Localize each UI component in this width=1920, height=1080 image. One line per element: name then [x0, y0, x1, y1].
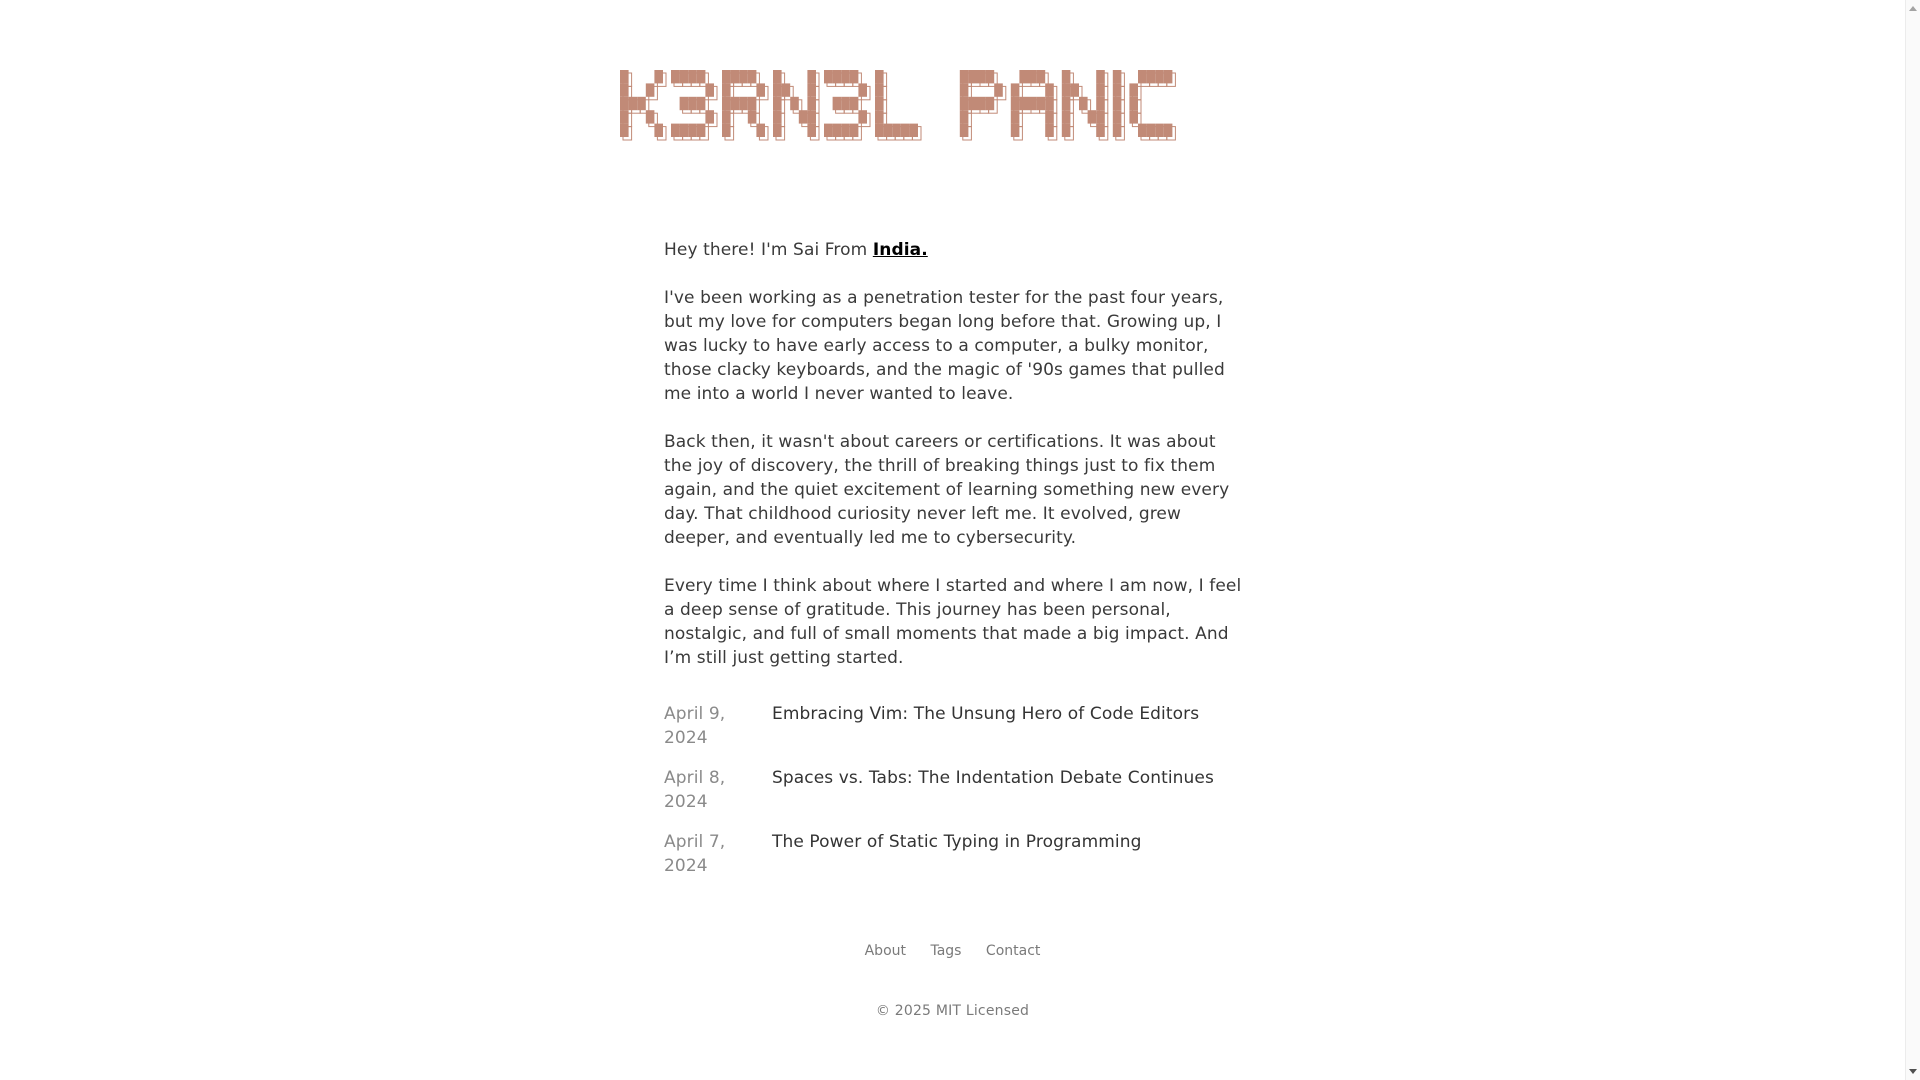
intro-paragraph-3: Every time I think about where I started and where I am now, I feel a deep sense of gratitude. This journey has been personal, nostalgic, and full of small moments that made a big impact. And I’m still just getting started. [664, 576, 1242, 668]
logo-pixel [1062, 110, 1071, 123]
logo-pixel [807, 124, 816, 137]
logo-pixel [773, 70, 782, 83]
logo-pixel [705, 110, 714, 123]
post-row [664, 702, 1249, 750]
logo-pixel [680, 70, 689, 83]
logo-pixel [807, 83, 816, 96]
main-content [664, 238, 1249, 894]
logo-pixel [739, 97, 748, 110]
logo-pixel [756, 83, 765, 96]
logo-pixel [1037, 97, 1046, 110]
logo-pixel [671, 124, 680, 137]
logo-pixel [1037, 70, 1046, 83]
logo-pixel [841, 124, 850, 137]
logo-pixel [722, 70, 731, 83]
logo-pixel [1062, 70, 1071, 83]
logo-pixel [688, 97, 697, 110]
logo-pixel [807, 110, 816, 123]
logo-glyph [773, 70, 819, 140]
logo-pixel [1011, 110, 1020, 123]
logo-pixel [1113, 70, 1122, 83]
logo-pixel [739, 70, 748, 83]
logo-pixel [850, 124, 859, 137]
logo-pixel [858, 83, 867, 96]
intro-paragraph-1: I've been working as a penetration tester for the past four years, but my love for computers began long before that. Growing up, I was lucky to have early access to a computer, a bulky monitor, those clacky keyboards, and the magic of '90s games that pulled me into a world I never wanted to leave. [664, 288, 1225, 404]
logo-pixel [1138, 70, 1147, 83]
scroll-up-icon[interactable] [1909, 6, 1917, 11]
logo-pixel [620, 70, 629, 83]
footer-link-about[interactable]: About [864, 943, 907, 959]
logo-pixel [960, 70, 969, 83]
logo-pixel [1096, 110, 1105, 123]
logo-pixel [773, 97, 782, 110]
logo-pixel [833, 124, 842, 137]
logo-pixel [1011, 124, 1020, 137]
logo-pixel [901, 124, 910, 137]
logo-pixel [833, 70, 842, 83]
logo-pixel [960, 124, 969, 137]
logo-glyph [960, 70, 1006, 140]
logo-pixel [782, 83, 791, 96]
india-link[interactable]: India. [872, 240, 928, 260]
logo-pixel [722, 110, 731, 123]
post-title-link[interactable]: Spaces vs. Tabs: The Indentation Debate Continues [772, 768, 1214, 788]
logo-pixel [807, 70, 816, 83]
logo-pixel [1096, 124, 1105, 137]
logo-pixel [1113, 97, 1122, 110]
logo-pixel [680, 97, 689, 110]
logo-pixel [1019, 97, 1028, 110]
logo-pixel [1147, 70, 1156, 83]
post-title-link[interactable]: The Power of Static Typing in Programming [772, 832, 1142, 852]
logo-pixel [1045, 124, 1054, 137]
logo-pixel [1062, 124, 1071, 137]
logo-pixel [731, 70, 740, 83]
logo-pixel [1129, 110, 1138, 123]
logo-pixel [629, 97, 638, 110]
logo-glyph [875, 70, 921, 140]
logo-pixel [620, 83, 629, 96]
logo-pixel [620, 97, 629, 110]
logo-pixel [671, 70, 680, 83]
logo-pixel [1147, 124, 1156, 137]
logo-pixel [977, 97, 986, 110]
logo-pixel [1164, 70, 1173, 83]
logo-pixel [1028, 97, 1037, 110]
logo-pixel [850, 70, 859, 83]
logo-pixel [790, 97, 799, 110]
logo-pixel [654, 124, 663, 137]
post-date: April 9, 2024 [664, 704, 726, 748]
logo-pixel [1164, 124, 1173, 137]
logo-pixel [1129, 83, 1138, 96]
logo-pixel [1096, 97, 1105, 110]
scroll-down-icon[interactable] [1909, 1069, 1917, 1074]
logo-pixel [697, 124, 706, 137]
logo-pixel [773, 110, 782, 123]
logo-pixel [620, 110, 629, 123]
copyright-text: © 2025 MIT Licensed [875, 1003, 1030, 1019]
logo-pixel [1070, 83, 1079, 96]
logo-glyph [1113, 70, 1125, 140]
logo-graphic [620, 70, 1280, 146]
logo-pixel [875, 83, 884, 96]
intro-paragraph-2: Back then, it wasn't about careers or certifications. It was about the joy of discovery, the thrill of breaking things just to fix them again, and the quiet excitement of learning something new every day. That childhood curiosity never left me. It evolved, grew deeper, and eventually led me to cybersecurity. [664, 432, 1230, 548]
site-logo[interactable] [620, 70, 1280, 146]
logo-pixel [799, 110, 808, 123]
logo-pixel [773, 124, 782, 137]
logo-pixel [1045, 110, 1054, 123]
logo-pixel [1062, 97, 1071, 110]
logo-glyph [1011, 70, 1057, 140]
logo-pixel [1028, 70, 1037, 83]
logo-pixel [705, 83, 714, 96]
logo-glyph [671, 70, 717, 140]
logo-pixel [1011, 97, 1020, 110]
logo-pixel [884, 124, 893, 137]
logo-pixel [756, 124, 765, 137]
logo-pixel [1113, 124, 1122, 137]
logo-pixel [841, 97, 850, 110]
post-row [664, 766, 1249, 814]
logo-pixel [1045, 97, 1054, 110]
logo-pixel [875, 70, 884, 83]
post-title-link[interactable]: Embracing Vim: The Unsung Hero of Code Editors [772, 704, 1200, 724]
logo-pixel [722, 124, 731, 137]
logo-pixel [646, 110, 655, 123]
logo-pixel [1138, 124, 1147, 137]
logo-pixel [892, 124, 901, 137]
vertical-scrollbar[interactable] [1905, 0, 1920, 1080]
logo-pixel [722, 83, 731, 96]
logo-pixel [748, 110, 757, 123]
logo-pixel [1155, 70, 1164, 83]
logo-pixel [654, 70, 663, 83]
logo-pixel [1129, 97, 1138, 110]
logo-pixel [680, 124, 689, 137]
logo-pixel [1113, 110, 1122, 123]
logo-glyph [1062, 70, 1108, 140]
logo-pixel [909, 124, 918, 137]
logo-pixel [875, 124, 884, 137]
post-list [664, 702, 1249, 878]
logo-pixel [968, 70, 977, 83]
logo-pixel [977, 70, 986, 83]
logo-glyph [1129, 70, 1175, 140]
logo-pixel [1079, 97, 1088, 110]
logo-pixel [807, 97, 816, 110]
logo-pixel [646, 83, 655, 96]
logo-pixel [731, 97, 740, 110]
logo-pixel [1113, 83, 1122, 96]
logo-pixel [875, 110, 884, 123]
logo-pixel [620, 124, 629, 137]
logo-pixel [748, 97, 757, 110]
logo-pixel [986, 97, 995, 110]
logo-pixel [1011, 83, 1020, 96]
footer-nav [0, 943, 1905, 959]
logo-pixel [960, 110, 969, 123]
logo-pixel [688, 124, 697, 137]
logo-pixel [824, 70, 833, 83]
logo-pixel [850, 97, 859, 110]
logo-pixel [824, 124, 833, 137]
logo-pixel [841, 70, 850, 83]
logo-pixel [986, 70, 995, 83]
logo-pixel [1045, 83, 1054, 96]
footer-link-contact[interactable]: Contact [985, 943, 1041, 959]
logo-pixel [960, 97, 969, 110]
logo-pixel [1155, 124, 1164, 137]
logo-pixel [1062, 83, 1071, 96]
logo-glyph [824, 70, 870, 140]
logo-pixel [688, 70, 697, 83]
post-date: April 7, 2024 [664, 832, 726, 876]
logo-pixel [858, 110, 867, 123]
logo-pixel [1096, 70, 1105, 83]
logo-pixel [960, 83, 969, 96]
logo-pixel [748, 70, 757, 83]
logo-pixel [833, 97, 842, 110]
logo-pixel [994, 83, 1003, 96]
logo-pixel [697, 70, 706, 83]
logo-pixel [637, 97, 646, 110]
intro-greeting: Hey there! I'm Sai From India. [664, 240, 928, 260]
footer-link-tags[interactable]: Tags [930, 943, 962, 959]
logo-pixel [722, 97, 731, 110]
logo-pixel [968, 97, 977, 110]
logo-glyph [620, 70, 666, 140]
post-date: April 8, 2024 [664, 768, 726, 812]
logo-pixel [875, 97, 884, 110]
logo-pixel [1019, 70, 1028, 83]
post-row [664, 830, 1249, 878]
logo-pixel [697, 97, 706, 110]
logo-glyph [722, 70, 768, 140]
logo-pixel [1096, 83, 1105, 96]
logo-pixel [773, 83, 782, 96]
logo-pixel [1088, 110, 1097, 123]
